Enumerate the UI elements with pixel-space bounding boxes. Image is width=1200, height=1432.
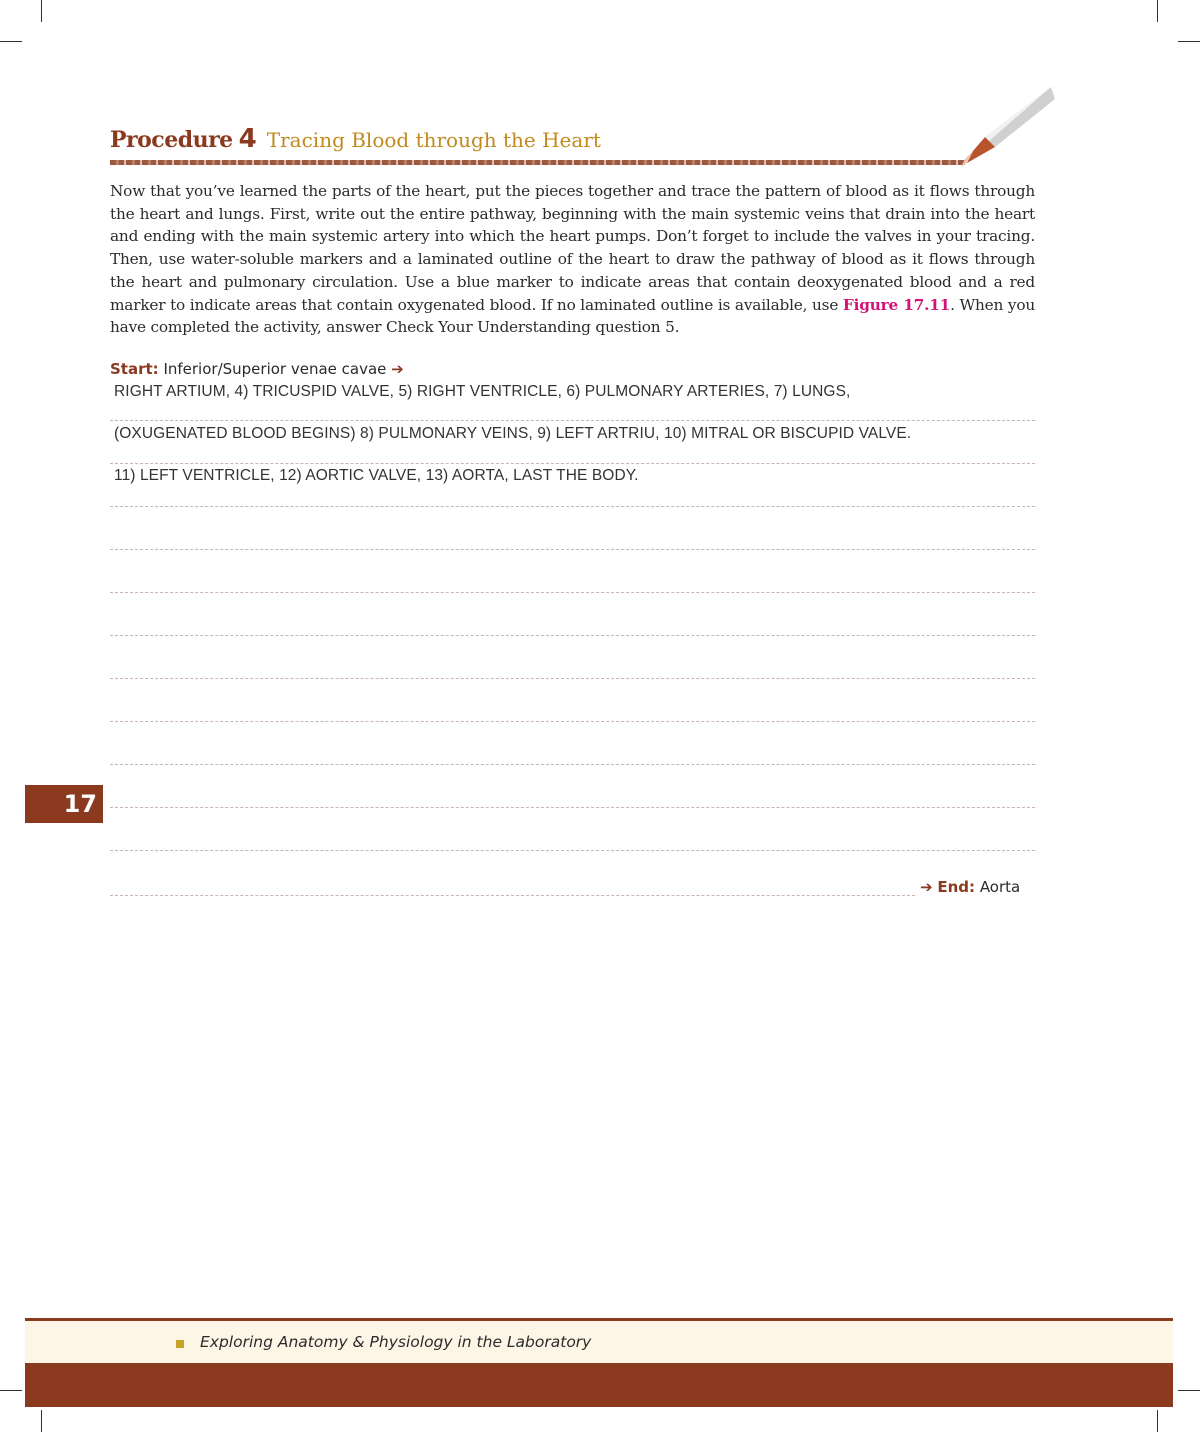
intro-text: Now that you’ve learned the parts of the heart, put the pieces together and trace the pattern of blood as it flows through the heart and lungs. First, write out the entire pathway, beginning with the main systemic veins that drain into the heart and ending with the main systemic artery into which the heart pumps. Don’t forget to include the valves in your tracing. Then, use water-soluble markers and a laminated outline of the heart to draw the pathway of blood as it flows through the heart and pulmonary circulation. Use a blue marker to indicate areas that contain deoxygenated blood and a red marker to indicate areas that contain oxygenated blood. If no laminated outline is available, use [110,182,1035,314]
footer-band [25,1321,1173,1363]
answer-line-2[interactable]: (OXUGENATED BLOOD BEGINS) 8) PULMONARY VEINS, 9) LEFT ARTRIU, 10) MITRAL OR BISCUPID VALVE. [114,425,912,442]
intro-paragraph [110,180,1035,339]
end-value: Aorta [979,878,1021,896]
square-bullet-icon [176,1340,184,1348]
writing-line [110,420,1035,421]
procedure-heading [110,124,970,164]
arrow-right-icon: ➔ [391,360,404,378]
pencil-icon [955,85,1055,175]
crop-mark [41,1410,42,1432]
footer-bar [25,1363,1173,1407]
writing-line [110,721,1035,722]
crop-mark [1178,1390,1200,1391]
writing-line [110,764,1035,765]
writing-line [110,807,1035,808]
heading-rule [110,160,965,165]
writing-line [110,549,1035,550]
writing-line [110,678,1035,679]
start-label: Start: [110,360,159,378]
procedure-title: Tracing Blood through the Heart [266,128,601,152]
intro-text-end: . When you have completed the activity, answer Check Your Understanding question 5. [110,295,1036,337]
footer-book-title: Exploring Anatomy & Physiology in the Laboratory [200,1333,592,1351]
writing-line [110,850,1035,851]
writing-line [110,635,1035,636]
crop-mark [0,1390,22,1391]
writing-line [110,463,1035,464]
start-line [110,360,404,378]
writing-line [110,506,1035,507]
procedure-word: Procedure [110,127,233,153]
crop-mark [1157,1410,1158,1432]
chapter-tab: 17 [25,785,103,823]
writing-line [110,592,1035,593]
figure-link[interactable]: Figure 17.11 [842,295,951,314]
end-line [920,878,1020,896]
arrow-right-icon: ➔ [920,878,933,896]
crop-mark [1178,41,1200,42]
crop-mark [0,41,22,42]
answer-line-3[interactable]: 11) LEFT VENTRICLE, 12) AORTIC VALVE, 13) AORTA, LAST THE BODY. [114,467,639,484]
answer-line-1[interactable]: RIGHT ARTIUM, 4) TRICUSPID VALVE, 5) RIGHT VENTRICLE, 6) PULMONARY ARTERIES, 7) LUNGS, [114,383,851,400]
writing-line [110,895,915,896]
crop-mark [1157,0,1158,22]
crop-mark [41,0,42,22]
start-value: Inferior/Superior venae cavae [163,360,387,378]
end-label: End: [937,878,976,896]
procedure-number: 4 [238,124,257,154]
